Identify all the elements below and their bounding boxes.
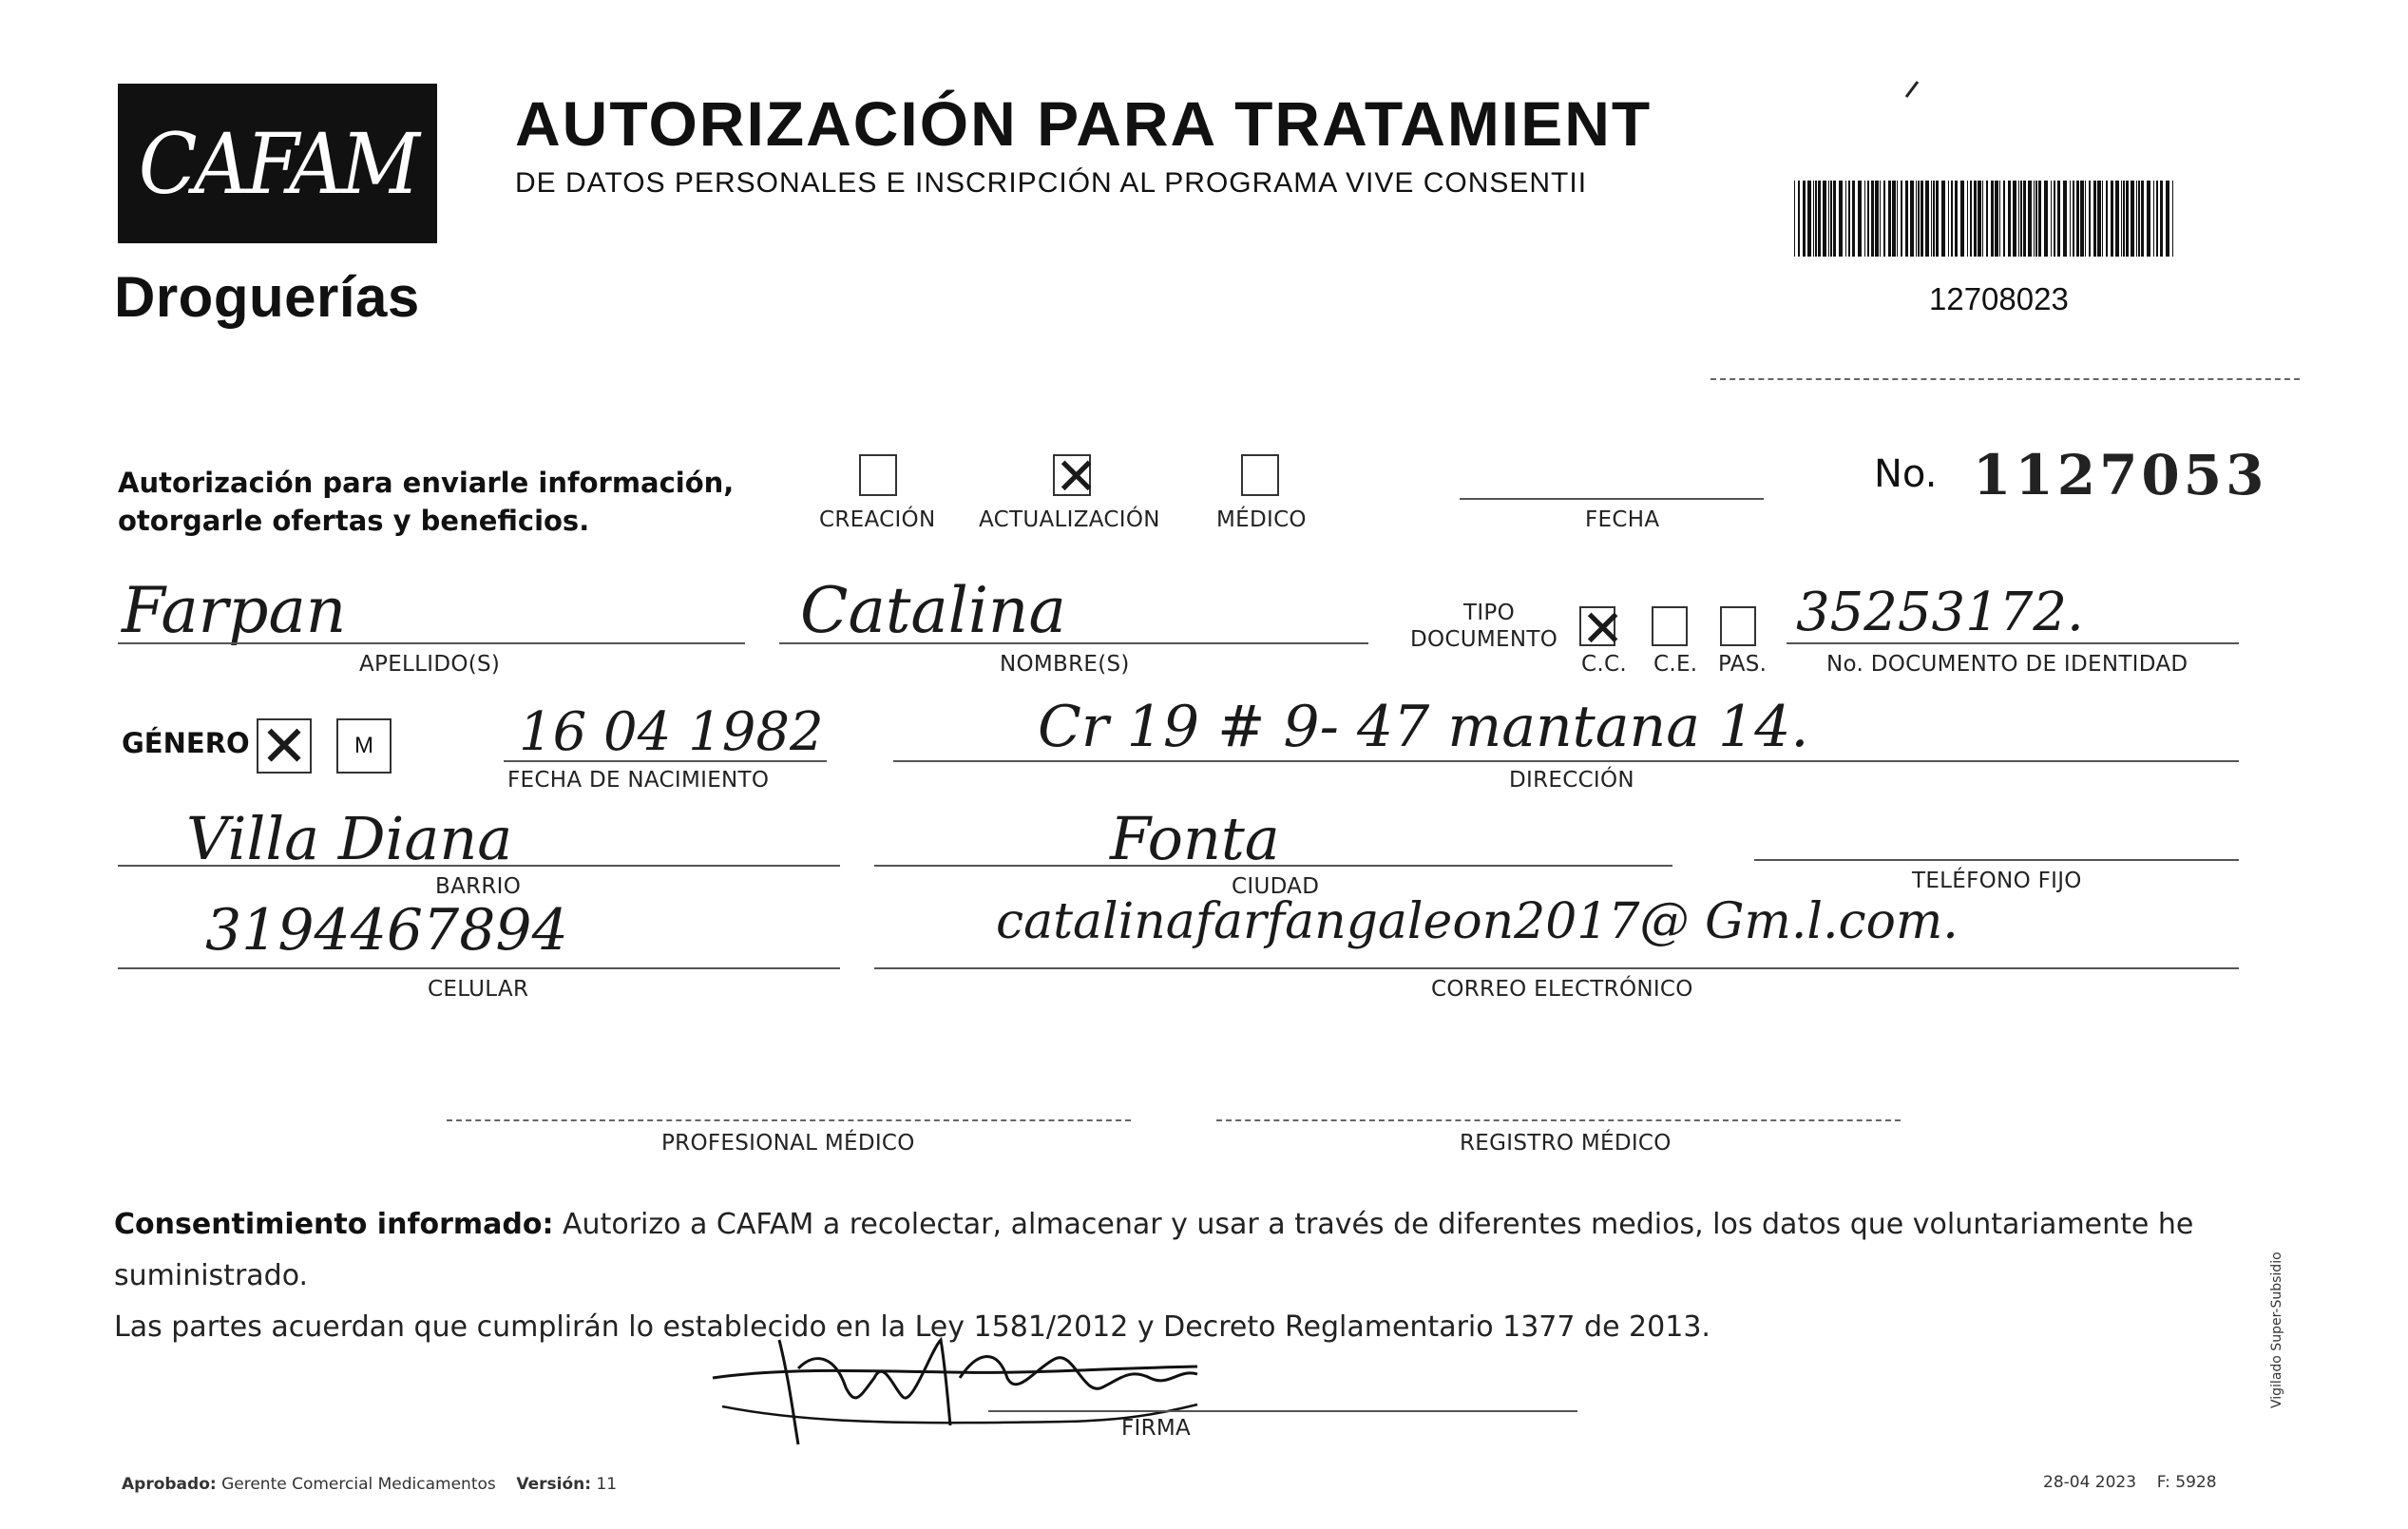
nombres-line xyxy=(779,642,1368,644)
barcode-bar xyxy=(1901,181,1902,257)
barcode-bar xyxy=(2115,181,2119,257)
form-number-label: No. xyxy=(1874,452,1938,496)
barcode-bar xyxy=(2028,181,2032,257)
apellidos-line xyxy=(118,642,745,644)
consent-text-2: Las partes acuerdan que cumplirán lo establecido en la Ley 1581/2012 y Decreto Reglamentario 1377 de 2013. xyxy=(114,1310,1710,1344)
barcode-bar xyxy=(1813,181,1814,257)
label-telefono-fijo: TELÉFONO FIJO xyxy=(1912,869,2082,893)
fecha-nacimiento-line xyxy=(504,760,827,762)
intro-line-2: otorgarle ofertas y beneficios. xyxy=(118,505,590,537)
barcode-bar xyxy=(1839,181,1843,257)
barcode-bar xyxy=(2126,181,2129,257)
footer-date: 28-04 2023 xyxy=(2043,1473,2137,1492)
barcode-bar xyxy=(1936,181,1939,257)
barcode-bar xyxy=(1875,181,1879,257)
label-direccion: DIRECCIÓN xyxy=(1509,768,1634,793)
barcode-bar xyxy=(1910,181,1914,257)
barcode-bar xyxy=(2156,181,2158,257)
consent-heading: Consentimiento informado: xyxy=(114,1208,554,1241)
label-actualizacion: ACTUALIZACIÓN xyxy=(979,507,1160,532)
barcode-bar xyxy=(2131,181,2134,257)
label-ce: C.E. xyxy=(1653,652,1698,677)
consent-line-1 xyxy=(114,1199,2243,1302)
cafam-logo xyxy=(118,84,437,243)
label-fecha-nacimiento: FECHA DE NACIMIENTO xyxy=(507,768,770,793)
checkbox-cc[interactable] xyxy=(1579,599,1625,659)
checkbox-ce[interactable] xyxy=(1652,606,1688,646)
barcode-bar xyxy=(1852,181,1855,257)
footer-aprobado-value: Gerente Comercial Medicamentos xyxy=(221,1475,496,1494)
label-tipo-documento-1: TIPO xyxy=(1463,601,1516,625)
barcode-bar xyxy=(1921,181,1923,257)
barcode-bar xyxy=(2023,181,2026,257)
barcode-bar xyxy=(1892,181,1896,257)
barcode-bar xyxy=(2097,181,2101,257)
barcode-bar xyxy=(2035,181,2037,257)
checkbox-x-mark: ✕ xyxy=(1055,447,1099,506)
barcode-bar xyxy=(1864,181,1865,257)
barcode-bar xyxy=(2003,181,2005,257)
profesional-medico-line xyxy=(447,1119,1131,1121)
label-tipo-documento-2: DOCUMENTO xyxy=(1410,627,1558,652)
barcode-bar xyxy=(1999,181,2000,257)
barcode-bar xyxy=(1905,181,1908,257)
footer-version-value: 11 xyxy=(596,1475,618,1494)
barcode-bar xyxy=(2054,181,2055,257)
barrio-line xyxy=(118,865,840,867)
footer-code: F: 5928 xyxy=(2156,1473,2217,1492)
barcode-bar xyxy=(1830,181,1832,257)
side-vertical-text: Vigilado Super-Subsidio xyxy=(2269,1252,2284,1408)
barcode-bar xyxy=(1995,181,1998,257)
barcode-bar xyxy=(1974,181,1977,257)
barcode-bar xyxy=(1951,181,1953,257)
barcode-bar xyxy=(1880,181,1881,257)
barcode-number: 12708023 xyxy=(1929,281,2069,316)
barcode-bar xyxy=(1918,181,1920,257)
barcode-bar xyxy=(1931,181,1932,257)
barcode-bar xyxy=(2038,181,2041,257)
barcode-bar xyxy=(1871,181,1874,257)
value-barrio: Villa Diana xyxy=(186,804,513,873)
value-ciudad: Fonta xyxy=(1110,804,1280,873)
brand-subtitle: Droguerías xyxy=(114,265,420,329)
footer-aprobado-label: Aprobado: xyxy=(122,1475,217,1494)
label-fecha: FECHA xyxy=(1585,507,1660,532)
barcode-bar xyxy=(1982,181,1983,257)
barcode-bar xyxy=(2085,181,2086,257)
ciudad-line xyxy=(874,865,1672,867)
barcode-bar xyxy=(2166,181,2169,257)
barcode-bar xyxy=(1967,181,1968,257)
value-no-documento: 35253172. xyxy=(1796,582,2084,643)
fecha-line xyxy=(1460,498,1764,500)
barcode-bar xyxy=(1883,181,1885,257)
barcode xyxy=(1794,181,2176,257)
label-genero-m: M xyxy=(354,733,373,758)
value-celular: 3194467894 xyxy=(205,897,568,964)
label-genero: GÉNERO xyxy=(122,727,250,759)
barcode-bar xyxy=(2121,181,2122,257)
barcode-bar xyxy=(2102,181,2103,257)
footer-aprobado xyxy=(122,1475,617,1494)
value-nombres: Catalina xyxy=(800,574,1066,647)
checkbox-pas[interactable] xyxy=(1720,606,1756,646)
celular-line xyxy=(118,967,840,969)
barcode-bar xyxy=(2044,181,2048,257)
barcode-bar xyxy=(1803,181,1806,257)
document-subtitle: DE DATOS PERSONALES E INSCRIPCIÓN AL PROGRAMA VIVE CONSENTII xyxy=(515,167,1588,199)
barcode-bar xyxy=(1815,181,1817,257)
barcode-bar xyxy=(1798,181,1800,257)
barcode-bar xyxy=(2147,181,2150,257)
barcode-bar xyxy=(2073,181,2074,257)
registro-medico-line xyxy=(1216,1119,1901,1121)
label-correo: CORREO ELECTRÓNICO xyxy=(1431,977,1693,1002)
direccion-line xyxy=(893,760,2239,762)
checkbox-actualizacion[interactable] xyxy=(1053,447,1099,506)
label-nombres: NOMBRE(S) xyxy=(1000,652,1130,677)
barcode-bar xyxy=(1818,181,1821,257)
barcode-bar xyxy=(2136,181,2137,257)
barcode-bar xyxy=(1960,181,1964,257)
value-apellidos: Farpan xyxy=(122,574,347,647)
form-number-value: 1127053 xyxy=(1973,443,2268,507)
value-correo: catalinafarfangaleon2017@ Gm.l.com. xyxy=(996,893,1959,950)
barcode-bar xyxy=(1848,181,1850,257)
barcode-bar xyxy=(1948,181,1949,257)
label-celular: CELULAR xyxy=(428,977,529,1002)
barcode-bar xyxy=(2020,181,2022,257)
barcode-bar xyxy=(1845,181,1846,257)
label-firma: FIRMA xyxy=(1121,1416,1192,1441)
pen-mark xyxy=(1902,78,1921,101)
barcode-bar xyxy=(1858,181,1862,257)
checkbox-genero-f[interactable] xyxy=(257,714,312,780)
barcode-bar xyxy=(2153,181,2154,257)
barcode-bar xyxy=(2138,181,2140,257)
barcode-bar xyxy=(1828,181,1829,257)
label-ciudad: CIUDAD xyxy=(1232,874,1320,899)
barcode-bar xyxy=(2018,181,2019,257)
barcode-bar xyxy=(1941,181,1945,257)
barcode-bar xyxy=(1970,181,1972,257)
barcode-bar xyxy=(1833,181,1836,257)
checkbox-creacion[interactable] xyxy=(859,454,897,496)
barcode-bar xyxy=(2172,181,2173,257)
footer-date-code xyxy=(2043,1473,2217,1492)
barcode-bar xyxy=(1916,181,1917,257)
intro-line-1: Autorización para enviarle información, xyxy=(118,467,735,499)
checkbox-medico[interactable] xyxy=(1241,454,1279,496)
barcode-bar xyxy=(1823,181,1826,257)
barcode-bar xyxy=(1794,181,1795,257)
telefono-fijo-line xyxy=(1754,859,2239,861)
barcode-bar xyxy=(2057,181,2060,257)
barcode-bar xyxy=(1807,181,1811,257)
barcode-bar xyxy=(1925,181,1929,257)
barcode-bar xyxy=(2070,181,2071,257)
barcode-bar xyxy=(2013,181,2016,257)
barcode-bar xyxy=(1933,181,1935,257)
barcode-bar xyxy=(2063,181,2067,257)
label-pas: PAS. xyxy=(1718,652,1768,677)
top-separator xyxy=(1710,378,2300,380)
label-apellidos: APELLIDO(S) xyxy=(359,652,501,677)
footer-version-label: Versión: xyxy=(516,1475,592,1494)
barcode-bar xyxy=(2111,181,2113,257)
label-profesional-medico: PROFESIONAL MÉDICO xyxy=(661,1131,915,1156)
barcode-bar xyxy=(1867,181,1869,257)
label-medico: MÉDICO xyxy=(1216,507,1307,532)
barcode-bar xyxy=(2008,181,2011,257)
barcode-bar xyxy=(1897,181,1898,257)
barcode-bar xyxy=(2034,181,2035,257)
barcode-bar xyxy=(2141,181,2144,257)
barcode-bar xyxy=(1955,181,1958,257)
label-barrio: BARRIO xyxy=(435,874,522,899)
label-registro-medico: REGISTRO MÉDICO xyxy=(1460,1131,1672,1156)
barcode-bar xyxy=(1888,181,1891,257)
barcode-bar xyxy=(2089,181,2091,257)
barcode-bar xyxy=(2160,181,2163,257)
barcode-bar xyxy=(2123,181,2125,257)
barcode-bar xyxy=(2106,181,2108,257)
barcode-bar xyxy=(1978,181,1981,257)
barcode-bar xyxy=(2093,181,2096,257)
barcode-bar xyxy=(2051,181,2052,257)
value-fecha-nacimiento: 16 04 1982 xyxy=(519,701,824,763)
checkbox-genero-m[interactable] xyxy=(336,718,392,774)
barcode-bar xyxy=(1986,181,1988,257)
no-documento-line xyxy=(1787,642,2239,644)
document-title: AUTORIZACIÓN PARA TRATAMIENT xyxy=(515,88,1653,159)
value-direccion: Cr 19 # 9- 47 mantana 14. xyxy=(1038,694,1809,760)
barcode-bar xyxy=(2076,181,2079,257)
label-no-documento: No. DOCUMENTO DE IDENTIDAD xyxy=(1826,652,2188,677)
barcode-bar xyxy=(2080,181,2084,257)
barcode-bar xyxy=(1991,181,1994,257)
checkbox-x-mark: ✕ xyxy=(259,714,309,780)
firma-line xyxy=(988,1410,1577,1412)
label-cc: C.C. xyxy=(1581,652,1627,677)
logo-text: CAFAM xyxy=(138,114,417,213)
label-creacion: CREACIÓN xyxy=(819,507,936,532)
correo-line xyxy=(874,967,2239,969)
checkbox-x-mark: ✕ xyxy=(1581,599,1625,659)
consent-text-1: Autorizo a CAFAM a recolectar, almacenar y usar a través de diferentes medios, los datos que voluntariamente he suministrado. xyxy=(114,1208,2194,1292)
